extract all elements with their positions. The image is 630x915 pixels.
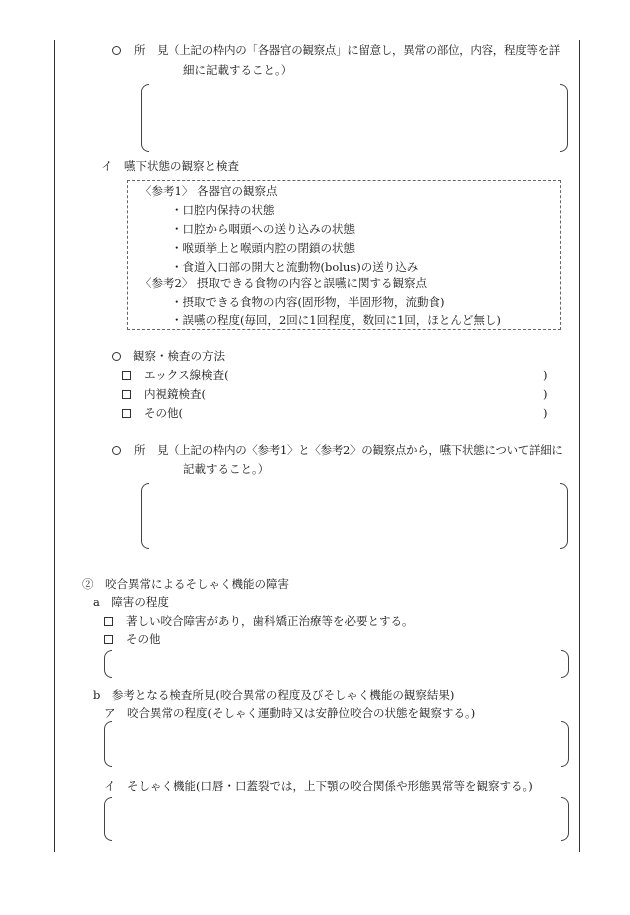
occlusion-b-a-box-right-bracket [561,721,569,767]
occlusion-b-a-box-left-bracket [104,721,112,767]
findings-1-label: 所 見 [134,43,169,57]
method-item-xray: エックス線検査( [144,368,229,382]
ref2-item-2: ・誤嚥の程度(毎回，2回に1回程度，数回に1回，ほとんど無し) [171,313,501,327]
method-marker [112,349,121,363]
ref1-item-1: ・口腔内保持の状態 [171,203,275,217]
method-checkbox-other[interactable] [122,406,133,420]
findings-1-marker [112,43,121,57]
occlusion-b-a: ア 咬合異常の程度(そしゃく運動時又は安静位咬合の状態を観察する。) [104,706,476,720]
frame-right-border [579,40,580,852]
ref2-item-1: ・摂取できる食物の内容(固形物，半固形物，流動食) [171,295,445,309]
findings-1-box-left-bracket [141,84,149,152]
findings-1-box-right-bracket [560,84,568,152]
occlusion-b-i-box-right-bracket [561,797,569,841]
findings-1-text-1: （上記の枠内の「各器官の観察点」に留意し，異常の部位，内容，程度等を詳 [168,43,560,57]
method-item-endoscope-close: ) [543,387,548,401]
findings-2-box-left-bracket [141,483,149,549]
occlusion-b-i-box-left-bracket [104,797,112,841]
swallow-heading: イ 嚥下状態の観察と検査 [101,159,239,173]
findings-2-box-right-bracket [560,483,568,549]
findings-2-marker [112,443,121,457]
occlusion-b-i: イ そしゃく機能(口唇・口蓋裂では，上下顎の咬合関係や形態異常等を観察する。) [104,779,533,793]
ref1-title: 〈参考1〉 各器官の観察点 [140,184,278,198]
method-checkbox-endoscope[interactable] [122,387,133,401]
occlusion-a-box-right-bracket [561,650,569,678]
method-item-xray-close: ) [543,368,548,382]
findings-2-text-1: （上記の枠内の〈参考1〉と〈参考2〉の観察点から，嚥下状態について詳細に [168,443,563,457]
occlusion-heading: ② 咬合異常によるそしゃく機能の障害 [82,577,289,591]
findings-2-text-2: 記載すること。） [183,462,270,476]
ref1-item-4: ・食道入口部の開大と流動物(bolus)の送り込み [171,260,419,274]
occlusion-a-checkbox-1[interactable] [104,614,115,628]
occlusion-a-title: a 障害の程度 [93,595,169,609]
occlusion-a-item-1: 著しい咬合障害があり，歯科矯正治療等を必要とする。 [126,614,414,628]
occlusion-b-title: b 参考となる検査所見(咬合異常の程度及びそしゃく機能の観察結果) [93,688,455,702]
ref1-item-3: ・喉頭挙上と喉頭内腔の閉鎖の状態 [171,241,355,255]
method-item-other: その他( [144,406,183,420]
method-item-other-close: ) [543,406,548,420]
method-title: 観察・検査の方法 [133,349,225,363]
occlusion-a-box-left-bracket [104,650,112,678]
findings-2-label: 所 見 [134,443,169,457]
ref2-title: 〈参考2〉 摂取できる食物の内容と誤嚥に関する観察点 [140,276,427,290]
occlusion-a-item-2: その他 [126,632,161,646]
method-checkbox-xray[interactable] [122,368,133,382]
frame-left-border [54,40,55,852]
ref1-item-2: ・口腔から咽頭への送り込みの状態 [171,222,355,236]
method-item-endoscope: 内視鏡検査( [144,387,206,401]
findings-1-text-2: 細に記載すること。） [183,63,293,77]
occlusion-a-checkbox-2[interactable] [104,632,115,646]
